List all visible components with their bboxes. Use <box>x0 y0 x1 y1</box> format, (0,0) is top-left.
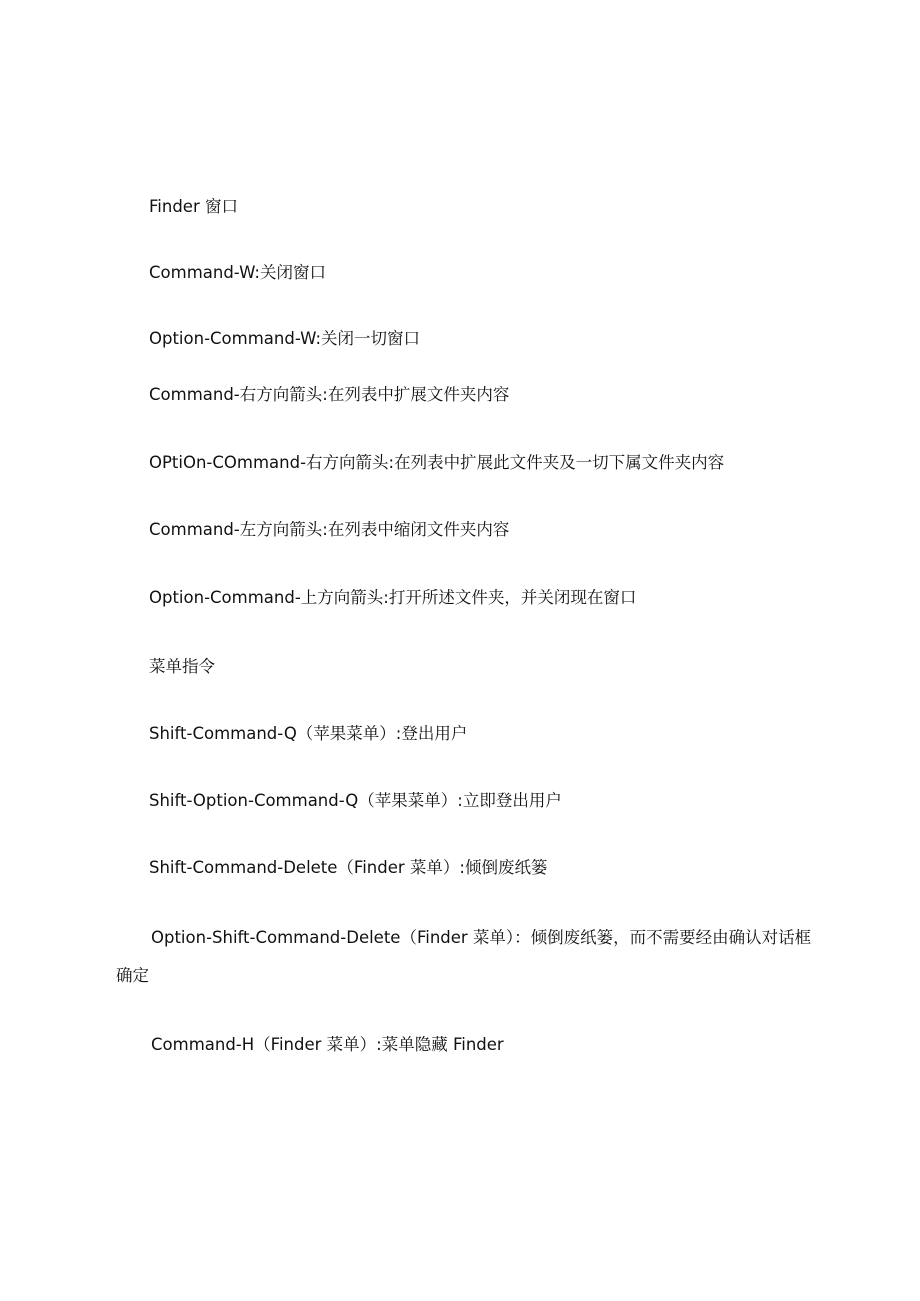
shortcut-line: OPtiOn-COmmand-右方向箭头:在列表中扩展此文件夹及一切下属文件夹内容 <box>149 453 725 472</box>
shortcut-line: Command-右方向箭头:在列表中扩展文件夹内容 <box>149 385 510 404</box>
shortcut-line: Shift-Command-Q（苹果菜单）:登出用户 <box>149 724 468 743</box>
shortcut-paragraph: Option-Shift-Command-Delete（Finder 菜单）：倾倒废纸篓，而不需要经由确认对话框确定 <box>116 928 812 985</box>
shortcut-line: Command-W:关闭窗口 <box>149 263 326 282</box>
shortcut-line: Command-H（Finder 菜单）:菜单隐藏 Finder <box>151 1035 504 1054</box>
section-heading-finder-window: Finder 窗口 <box>149 197 238 216</box>
shortcut-line: Shift-Option-Command-Q（苹果菜单）:立即登出用户 <box>149 791 562 810</box>
section-heading-menu-commands: 菜单指令 <box>149 657 215 676</box>
shortcut-line: Option-Command-上方向箭头:打开所述文件夹，并关闭现在窗口 <box>149 588 637 607</box>
shortcut-line: Option-Command-W:关闭一切窗口 <box>149 329 421 348</box>
shortcut-line: Command-左方向箭头:在列表中缩闭文件夹内容 <box>149 520 510 539</box>
shortcut-line: Shift-Command-Delete（Finder 菜单）:倾倒废纸篓 <box>149 858 548 877</box>
